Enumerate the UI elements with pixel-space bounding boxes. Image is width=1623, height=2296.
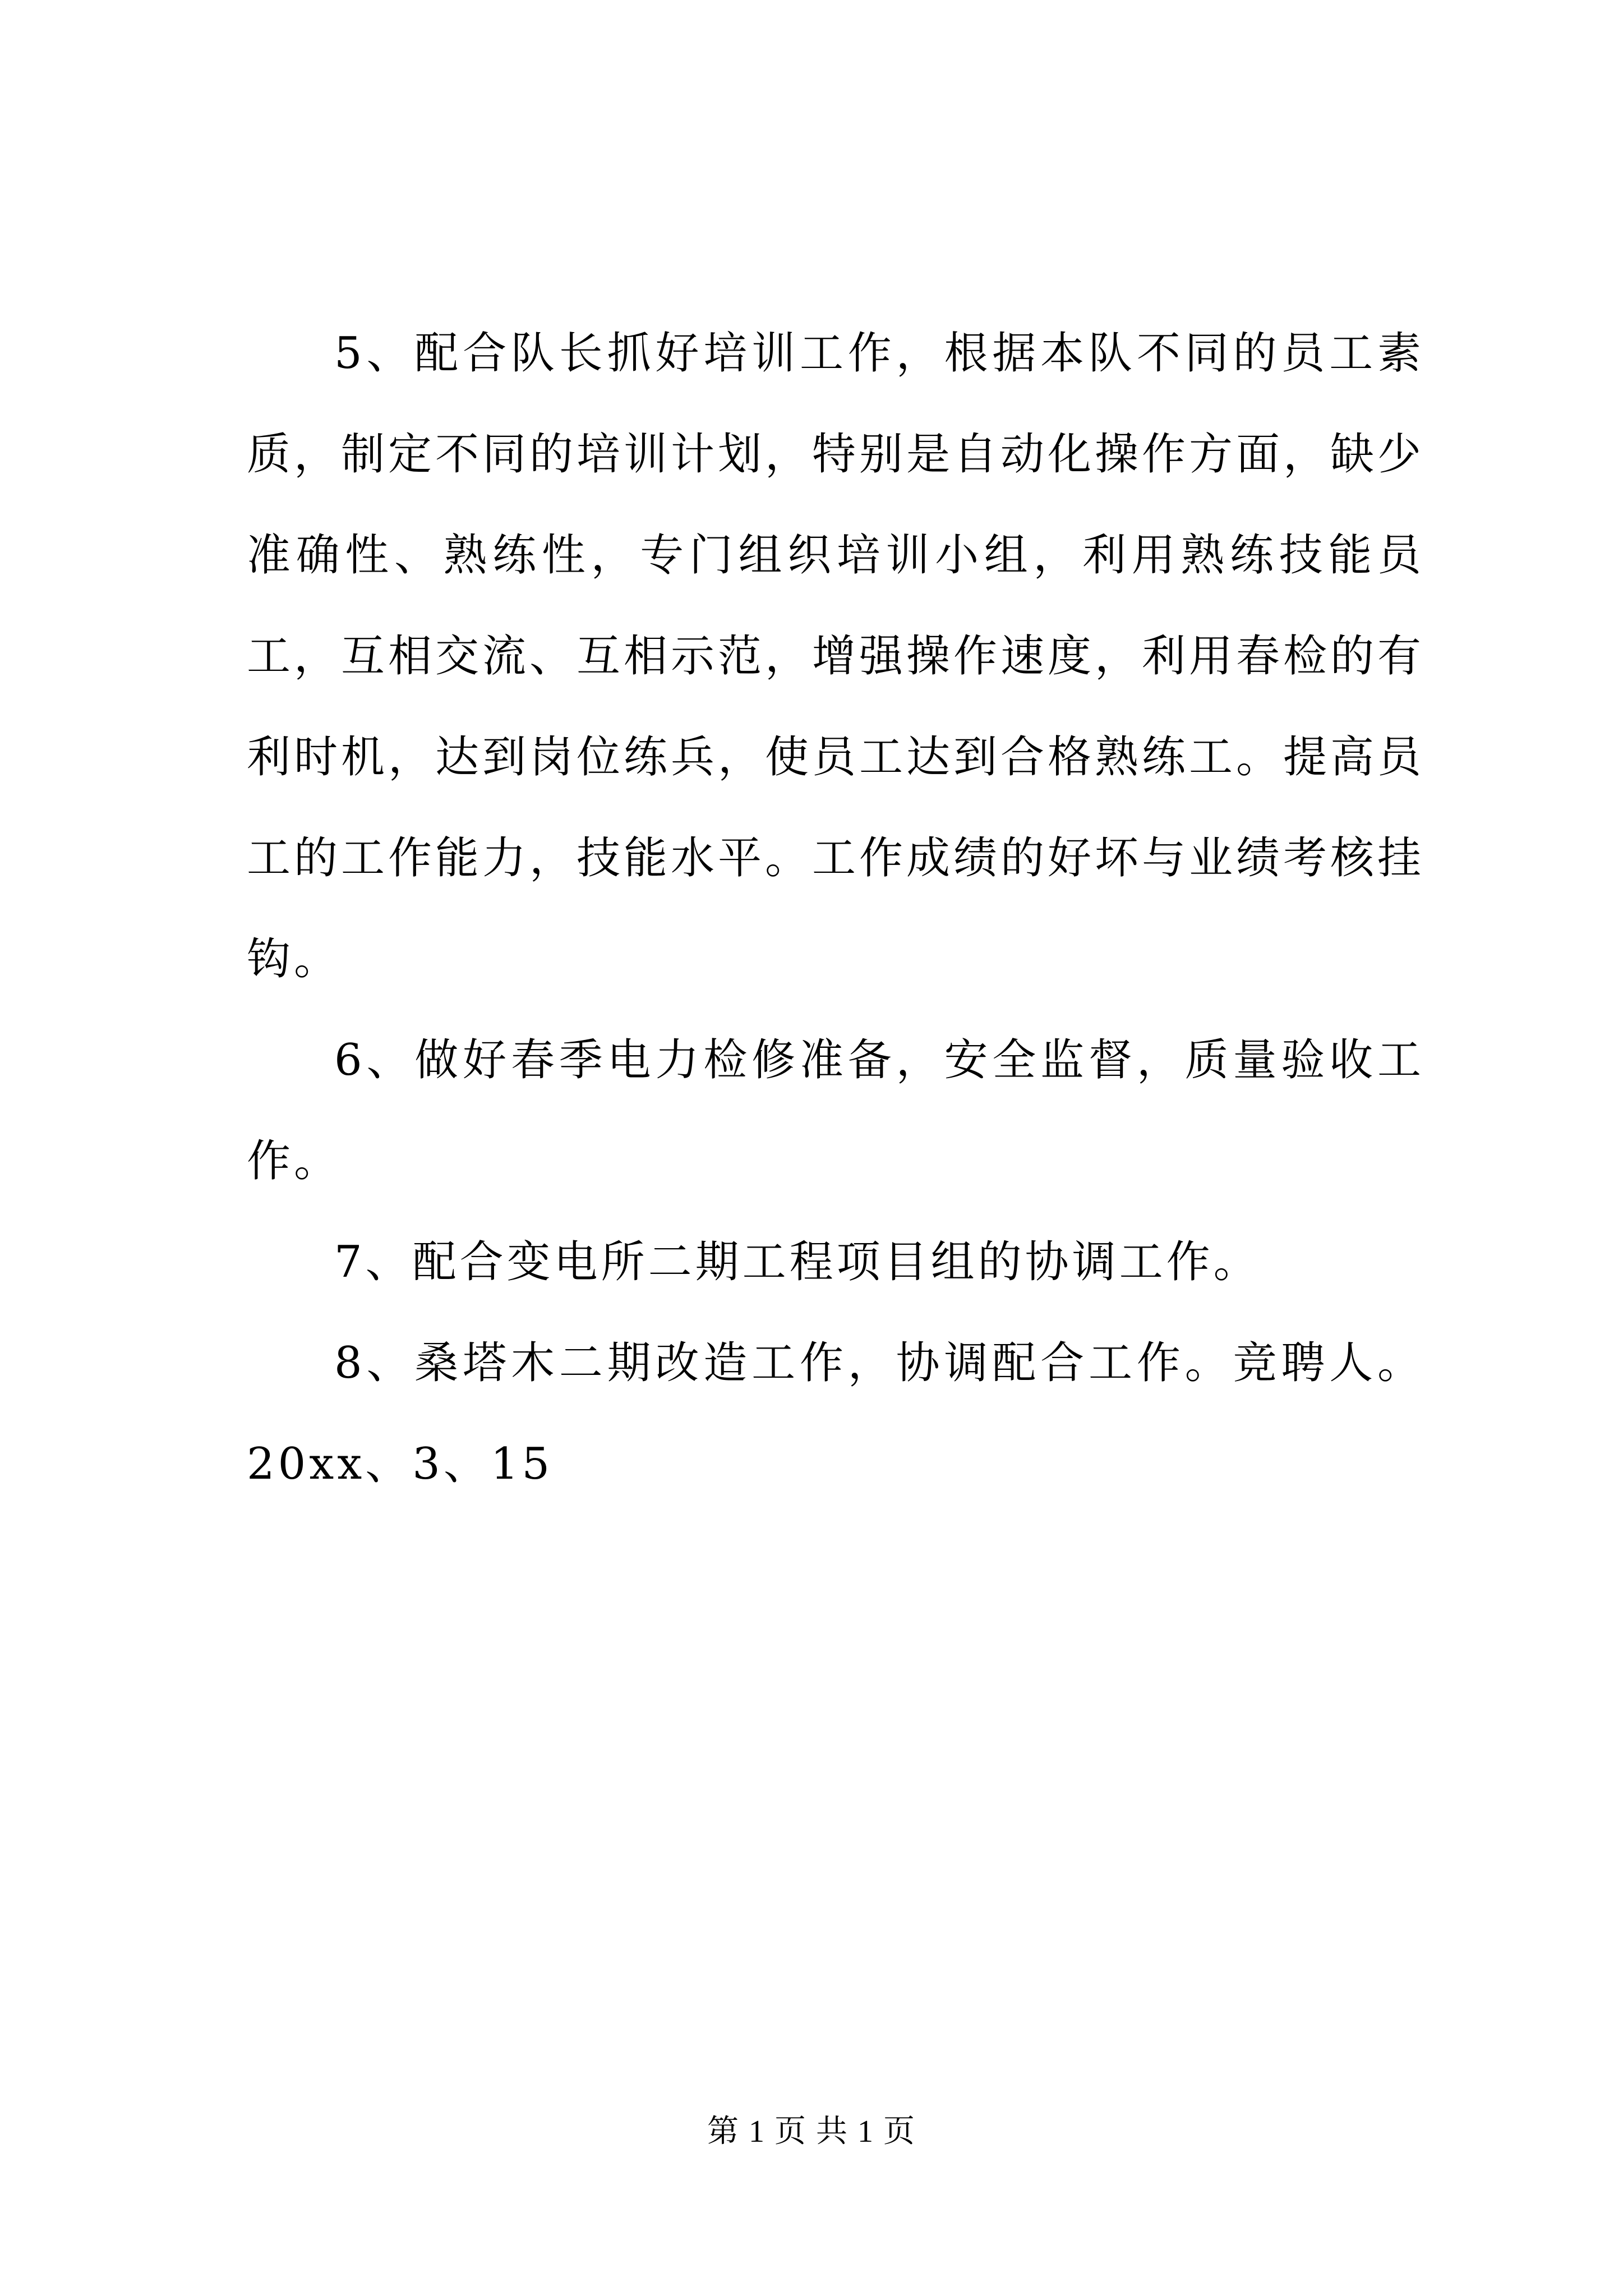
paragraph-item-6: 6、做好春季电力检修准备，安全监督，质量验收工作。 [247, 1035, 1424, 1186]
document-body [247, 303, 1424, 1515]
paragraph-item-8: 8、桑塔木二期改造工作，协调配合工作。竞聘人。20xx、3、15 [247, 1338, 1424, 1489]
page-footer: 第 1 页 共 1 页 [707, 2114, 916, 2149]
paragraph-item-5: 5、配合队长抓好培训工作，根据本队不同的员工素质，制定不同的培训计划，特别是自动化操作方面，缺少准确性、熟练性，专门组织培训小组，利用熟练技能员工，互相交流、互相示范，增强操作速度，利用春检的有利时机，达到岗位练兵，使员工达到合格熟练工。提高员工的工作能力，技能水平。工作成绩的好坏与业绩考核挂钩。 [247, 328, 1425, 984]
paragraph-item-7: 7、配合变电所二期工程项目组的协调工作。 [334, 1237, 1261, 1287]
